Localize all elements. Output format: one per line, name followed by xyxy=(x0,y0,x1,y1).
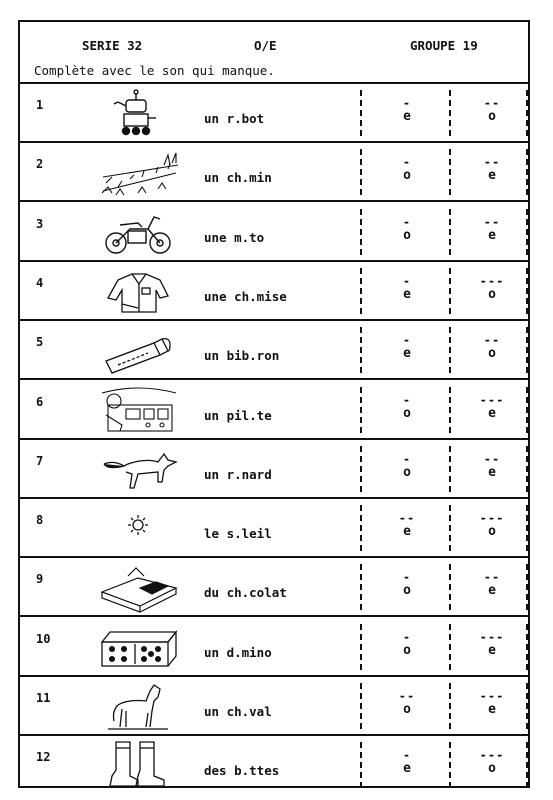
row-number: 7 xyxy=(36,453,44,468)
answer-option[interactable] xyxy=(477,689,507,717)
syllable-marks: - xyxy=(402,748,412,763)
syllable-marks: - xyxy=(402,96,412,110)
robot-icon xyxy=(98,88,178,138)
instruction-text: Complète avec le son qui manque. xyxy=(34,63,275,78)
motorbike-icon xyxy=(98,207,178,257)
dashed-divider xyxy=(449,327,451,373)
exercise-row xyxy=(20,262,528,321)
dashed-divider xyxy=(360,446,362,492)
dashed-divider xyxy=(526,90,528,136)
answer-option[interactable] xyxy=(477,630,507,658)
answer-letter: e xyxy=(488,642,496,658)
answer-option[interactable] xyxy=(392,333,422,361)
word-with-blank: un bib.ron xyxy=(204,348,280,364)
row-number: 1 xyxy=(36,98,44,112)
syllable-marks: - xyxy=(402,273,412,288)
dashed-divider xyxy=(526,209,528,255)
answer-letter: o xyxy=(403,405,411,421)
answer-letter: e xyxy=(488,168,496,184)
dashed-divider xyxy=(449,268,451,314)
row-number: 12 xyxy=(36,750,51,765)
syllable-marks: -- xyxy=(483,96,501,110)
exercise-row xyxy=(20,618,528,677)
syllable-marks: --- xyxy=(479,392,505,407)
answer-letter: o xyxy=(403,464,411,480)
row-number: 5 xyxy=(36,335,44,350)
dashed-divider xyxy=(360,624,362,670)
exercise-row xyxy=(20,84,528,143)
answer-option[interactable] xyxy=(392,96,422,124)
dashed-divider xyxy=(449,90,451,136)
syllable-marks: -- xyxy=(483,214,501,229)
dashed-divider xyxy=(449,446,451,492)
dashed-divider xyxy=(526,564,528,610)
answer-option[interactable] xyxy=(477,393,507,421)
path-icon xyxy=(98,147,178,197)
fox-icon xyxy=(98,444,178,494)
dashed-divider xyxy=(449,742,451,788)
syllable-marks: --- xyxy=(479,689,505,703)
syllable-marks: - xyxy=(402,214,412,229)
row-number: 10 xyxy=(36,631,51,646)
word-with-blank: le s.leil xyxy=(204,526,272,542)
exercise-row xyxy=(20,440,528,499)
domino-icon xyxy=(98,622,178,672)
boots-icon xyxy=(98,740,178,790)
word-with-blank: une ch.mise xyxy=(204,288,287,304)
answer-option[interactable] xyxy=(477,155,507,183)
syllable-marks: -- xyxy=(483,570,501,585)
word-with-blank: un ch.min xyxy=(204,170,272,186)
dashed-divider xyxy=(526,446,528,492)
dashed-divider xyxy=(449,683,451,729)
answer-letter: o xyxy=(403,702,411,717)
answer-option[interactable] xyxy=(392,215,422,243)
exercise-row xyxy=(20,677,528,736)
dashed-divider xyxy=(360,209,362,255)
row-number: 6 xyxy=(36,394,44,409)
exercise-row xyxy=(20,736,528,795)
answer-letter: o xyxy=(403,227,411,243)
dashed-divider xyxy=(449,209,451,255)
groupe-label: GROUPE 19 xyxy=(410,38,478,53)
row-number: 4 xyxy=(36,275,44,290)
serie-label: SERIE 32 xyxy=(82,38,143,53)
exercise-row xyxy=(20,381,528,440)
syllable-marks: - xyxy=(402,155,412,170)
word-with-blank: des b.ttes xyxy=(204,763,280,779)
syllable-marks: -- xyxy=(398,511,416,526)
syllable-marks: --- xyxy=(479,511,505,526)
answer-letter: e xyxy=(488,227,496,243)
answer-letter: e xyxy=(403,761,411,777)
dashed-divider xyxy=(360,742,362,788)
syllable-marks: - xyxy=(402,333,412,348)
answer-letter: o xyxy=(403,168,411,184)
syllable-marks: - xyxy=(402,392,412,407)
syllable-marks: --- xyxy=(479,748,505,763)
dashed-divider xyxy=(449,564,451,610)
answer-option[interactable] xyxy=(392,511,422,539)
exercise-row xyxy=(20,143,528,202)
dashed-divider xyxy=(360,268,362,314)
exercise-row xyxy=(20,321,528,380)
answer-option[interactable] xyxy=(477,333,507,361)
word-with-blank: un d.mino xyxy=(204,644,272,660)
dashed-divider xyxy=(360,387,362,433)
syllable-marks: - xyxy=(402,629,412,644)
syllable-marks: --- xyxy=(479,273,505,288)
sun-icon xyxy=(98,503,178,553)
answer-option[interactable] xyxy=(477,96,507,124)
answer-letter: o xyxy=(403,642,411,658)
answer-letter: e xyxy=(488,405,496,421)
answer-letter: e xyxy=(488,583,496,599)
answer-option[interactable] xyxy=(477,748,507,776)
worksheet xyxy=(18,20,530,788)
syllable-marks: --- xyxy=(479,629,505,644)
answer-option[interactable] xyxy=(477,215,507,243)
syllable-marks: -- xyxy=(483,333,501,348)
answer-option[interactable] xyxy=(392,452,422,480)
dashed-divider xyxy=(360,683,362,729)
cockpit-icon xyxy=(98,385,178,435)
answer-letter: e xyxy=(403,109,411,124)
answer-option[interactable] xyxy=(392,689,422,717)
word-with-blank: un ch.val xyxy=(204,704,272,719)
answer-option[interactable] xyxy=(392,155,422,183)
word-with-blank: un r.nard xyxy=(204,466,272,482)
answer-letter: o xyxy=(488,524,496,540)
dashed-divider xyxy=(449,149,451,195)
word-with-blank: une m.to xyxy=(204,229,265,245)
dashed-divider xyxy=(360,564,362,610)
dashed-divider xyxy=(526,268,528,314)
dashed-divider xyxy=(526,624,528,670)
answer-letter: o xyxy=(488,286,496,302)
answer-option[interactable] xyxy=(392,393,422,421)
dashed-divider xyxy=(526,387,528,433)
row-number: 9 xyxy=(36,572,44,587)
dashed-divider xyxy=(360,90,362,136)
dashed-divider xyxy=(526,327,528,373)
chocolate-icon xyxy=(98,562,178,612)
dashed-divider xyxy=(360,327,362,373)
word-with-blank: du ch.colat xyxy=(204,585,287,601)
answer-letter: e xyxy=(488,702,496,717)
answer-letter: o xyxy=(488,761,496,777)
horse-icon xyxy=(98,681,178,731)
answer-option[interactable] xyxy=(392,630,422,658)
dashed-divider xyxy=(526,683,528,729)
sound-label: O/E xyxy=(254,38,277,53)
row-number: 2 xyxy=(36,157,44,172)
syllable-marks: - xyxy=(402,570,412,585)
answer-option[interactable] xyxy=(477,570,507,598)
exercise-row xyxy=(20,499,528,558)
exercise-row xyxy=(20,558,528,617)
dashed-divider xyxy=(526,149,528,195)
exercise-row xyxy=(20,203,528,262)
answer-option[interactable] xyxy=(477,274,507,302)
answer-letter: o xyxy=(403,583,411,599)
syllable-marks: -- xyxy=(483,155,501,170)
answer-letter: e xyxy=(488,464,496,480)
answer-option[interactable] xyxy=(477,452,507,480)
answer-option[interactable] xyxy=(392,570,422,598)
bottle-icon xyxy=(98,325,178,375)
answer-letter: e xyxy=(403,346,411,362)
syllable-marks: -- xyxy=(483,451,501,466)
answer-letter: o xyxy=(488,109,496,124)
dashed-divider xyxy=(526,742,528,788)
answer-option[interactable] xyxy=(477,511,507,539)
answer-letter: o xyxy=(488,346,496,362)
worksheet-header xyxy=(20,22,528,84)
syllable-marks: -- xyxy=(398,689,416,703)
dashed-divider xyxy=(360,149,362,195)
word-with-blank: un r.bot xyxy=(204,111,265,126)
row-number: 8 xyxy=(36,513,44,528)
answer-option[interactable] xyxy=(392,748,422,776)
syllable-marks: - xyxy=(402,451,412,466)
dashed-divider xyxy=(449,387,451,433)
dashed-divider xyxy=(526,505,528,551)
dashed-divider xyxy=(449,505,451,551)
row-number: 3 xyxy=(36,216,44,231)
answer-letter: e xyxy=(403,286,411,302)
word-with-blank: un pil.te xyxy=(204,407,272,423)
row-number: 11 xyxy=(36,691,51,705)
shirt-icon xyxy=(98,266,178,316)
answer-letter: e xyxy=(403,524,411,540)
dashed-divider xyxy=(360,505,362,551)
dashed-divider xyxy=(449,624,451,670)
answer-option[interactable] xyxy=(392,274,422,302)
